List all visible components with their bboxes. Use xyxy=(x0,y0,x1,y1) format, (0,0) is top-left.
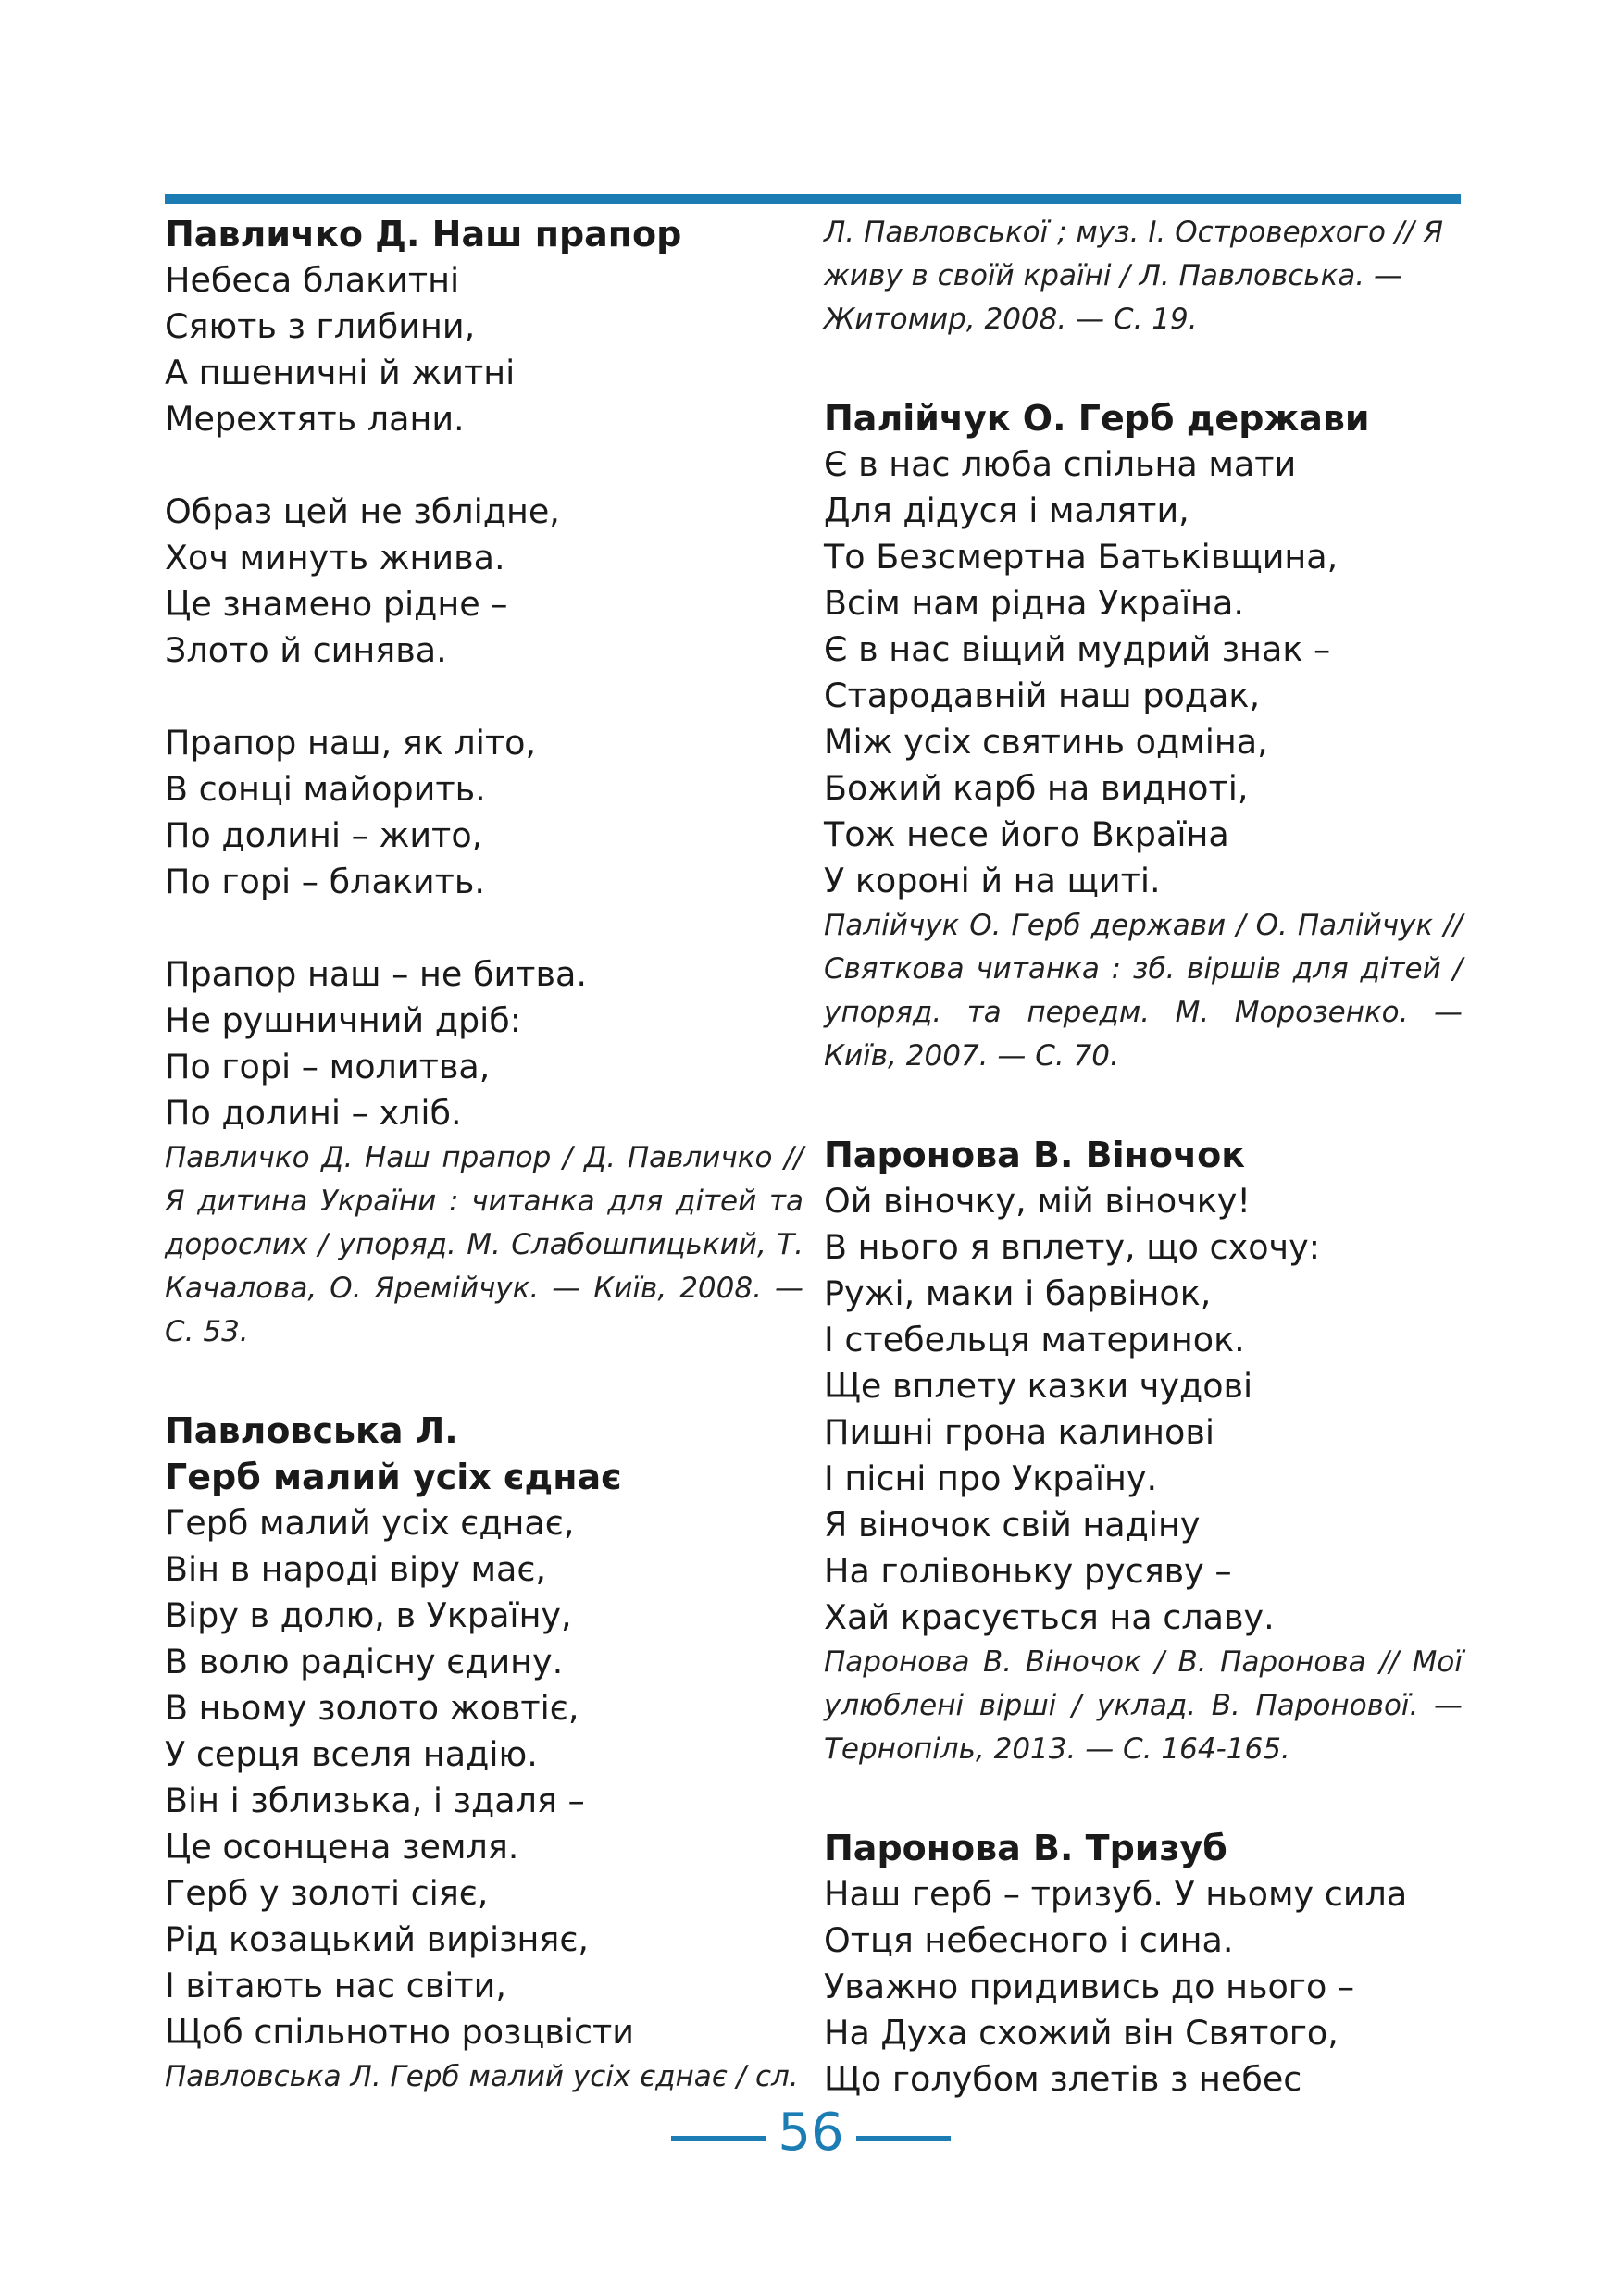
footer-rule-right xyxy=(856,2136,951,2141)
verse-line: Прапор наш, як літо, xyxy=(165,723,537,763)
verse-line: Віру в долю, в Україну, xyxy=(165,1595,572,1635)
verse-line: Це осонцена земля. xyxy=(165,1827,519,1867)
poem-title: Павловська Л. xyxy=(165,1410,458,1451)
verse-line: В волю радісну єдину. xyxy=(165,1642,564,1682)
verse-line: На голівоньку русяву – xyxy=(824,1551,1232,1591)
stanza xyxy=(165,489,803,674)
poem-title: Паронова В. Тризуб xyxy=(824,1828,1227,1868)
verse-line: Уважно придивись до нього – xyxy=(824,1967,1355,2006)
stanza xyxy=(165,951,803,1136)
citation-continued: Л. Павловської ; муз. І. Островерхого // Я живу в своїй країні / Л. Павловська. — Житомир, 2008. — С. 19. xyxy=(824,216,1444,336)
right-column xyxy=(824,211,1463,2103)
verse-line: Є в нас віщий мудрий знак – xyxy=(824,629,1331,669)
verse-line: На Духа схожий він Святого, xyxy=(824,2013,1339,2053)
verse-line: Рід козацький вирізняє, xyxy=(165,1919,589,1959)
verse-line: Герб у золоті сіяє, xyxy=(165,1873,489,1913)
top-accent-rule xyxy=(165,194,1461,204)
citation: Паронова В. Віночок / В. Паронова // Мої улюблені вірші / уклад. В. Паронової. — Тернопіль, 2013. — С. 164-165. xyxy=(824,1645,1463,1766)
verse-line: Не рушничний дріб: xyxy=(165,1000,522,1040)
verse-line: Що голубом злетів з небес xyxy=(824,2059,1302,2099)
verse-line: По горі – блакить. xyxy=(165,862,486,901)
verse-line: То Безсмертна Батьківщина, xyxy=(824,537,1339,577)
page-number: 56 xyxy=(778,2103,844,2163)
verse-line: Злото й синява. xyxy=(165,630,447,670)
verse-line: Прапор наш – не битва. xyxy=(165,954,587,994)
page-footer xyxy=(0,2101,1619,2166)
verse-line: В сонці майорить. xyxy=(165,769,486,809)
citation: Павличко Д. Наш прапор / Д. Павличко // Я дитина України : читанка для дітей та дорослих / упоряд. М. Слабошпицький, Т. Качалова, О. Яремійчук. — Київ, 2008. — С. 53. xyxy=(165,1141,803,1348)
verse-line: А пшеничні й житні xyxy=(165,353,516,392)
poem-paronova-vinochok xyxy=(824,1132,1463,1771)
verse-line: В нього я вплету, що схочу: xyxy=(824,1227,1321,1267)
verse-line: І пісні про Україну. xyxy=(824,1458,1158,1498)
verse-line: Герб малий усіх єднає, xyxy=(165,1503,575,1543)
verse-line: Стародавній наш родак, xyxy=(824,676,1261,715)
poem-title: Паронова В. Віночок xyxy=(824,1135,1245,1175)
verse-line: Всім нам рідна Україна. xyxy=(824,583,1244,623)
poem-title: Палійчук О. Герб держави xyxy=(824,398,1370,439)
verse-line: Між усіх святинь одміна, xyxy=(824,722,1268,762)
verse-line: Хоч минуть жнива. xyxy=(165,538,505,577)
spacer xyxy=(824,1078,1463,1132)
verse-line: Тож несе його Вкраїна xyxy=(824,814,1229,854)
verse-line: І стебельця материнок. xyxy=(824,1320,1245,1359)
poem-pavlychko xyxy=(165,211,803,1354)
verse-line: У серця вселя надію. xyxy=(165,1734,538,1774)
poem-pavlovska xyxy=(165,1408,803,2099)
verse-line: Сяють з глибини, xyxy=(165,306,476,346)
verse-line: У короні й на щиті. xyxy=(824,861,1161,900)
verse-line: Божий карб на видноті, xyxy=(824,768,1249,808)
verse-line: Ружі, маки і барвінок, xyxy=(824,1273,1212,1313)
verse-line: Є в нас люба спільна мати xyxy=(824,444,1297,484)
verse-line: Він в народі віру має, xyxy=(165,1549,547,1589)
verse-line: Я віночок свій надіну xyxy=(824,1505,1201,1545)
verse-line: Щоб спільнотно розцвісти xyxy=(165,2012,634,2052)
footer-rule-left xyxy=(671,2136,766,2141)
left-column xyxy=(165,211,803,2099)
verse-line: Образ цей не зблідне, xyxy=(165,491,560,531)
stanza xyxy=(165,257,803,442)
verse-line: Небеса блакитні xyxy=(165,260,460,300)
verse-line: Хай красується на славу. xyxy=(824,1597,1275,1637)
citation: Павловська Л. Герб малий усіх єднає / сл. xyxy=(165,2060,799,2093)
stanza xyxy=(165,720,803,905)
verse-line: По долині – жито, xyxy=(165,815,483,855)
spacer xyxy=(824,1771,1463,1825)
poem-paronova-tryzub xyxy=(824,1825,1463,2103)
verse-line: Це знамено рідне – xyxy=(165,584,508,624)
verse-line: Мерехтять лани. xyxy=(165,399,465,439)
poem-subtitle: Герб малий усіх єднає xyxy=(165,1457,622,1497)
poem-paliichuk xyxy=(824,395,1463,1078)
verse-line: По горі – молитва, xyxy=(165,1047,491,1086)
verse-line: Отця небесного і сина. xyxy=(824,1920,1234,1960)
verse-line: Він і зблизька, і здаля – xyxy=(165,1781,585,1820)
poem-title: Павличко Д. Наш прапор xyxy=(165,214,682,254)
citation: Палійчук О. Герб держави / О. Палійчук // Святкова читанка : зб. віршів для дітей / упоряд. та передм. М. Морозенко. — Київ, 2007. — С. 70. xyxy=(824,909,1463,1073)
verse-line: В ньому золото жовтіє, xyxy=(165,1688,579,1728)
verse-line: Наш герб – тризуб. У ньому сила xyxy=(824,1874,1408,1914)
spacer xyxy=(165,1354,803,1408)
verse-line: Ще вплету казки чудові xyxy=(824,1366,1253,1406)
verse-line: Ой віночку, мій віночку! xyxy=(824,1181,1252,1221)
verse-line: Пишні грона калинові xyxy=(824,1412,1214,1452)
spacer xyxy=(824,341,1463,395)
verse-line: Для дідуся і маляти, xyxy=(824,490,1189,530)
verse-line: І вітають нас світи, xyxy=(165,1966,506,2005)
verse-line: По долині – хліб. xyxy=(165,1093,462,1133)
